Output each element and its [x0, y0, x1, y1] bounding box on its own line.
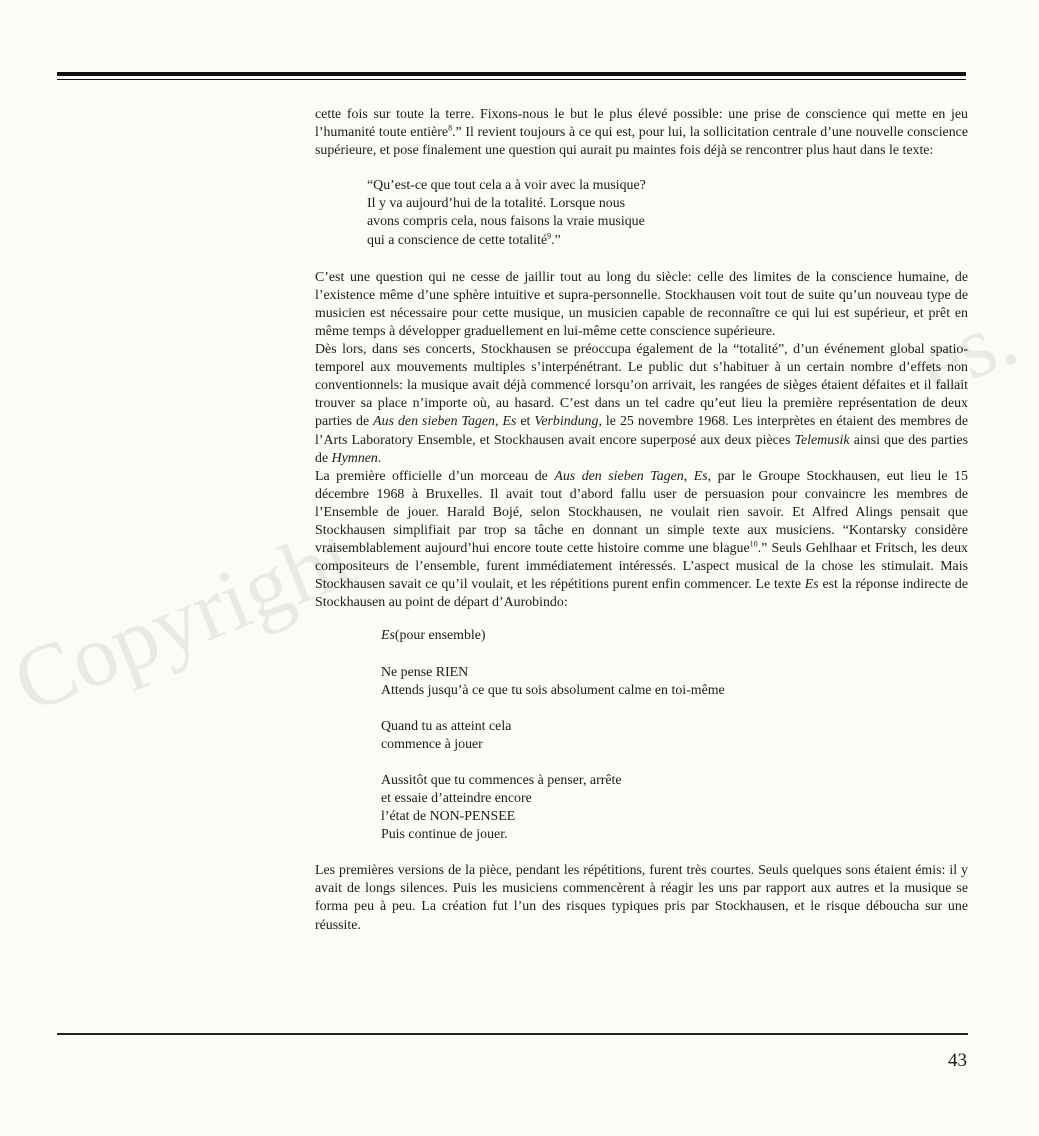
text-run: .” Il revient toujours à ce qui est, pour lui, la sollicitation centrale d’une nouvelle conscience supérieure, et pose finalement une question qui aurait pu maintes fois déjà se rencontrer plus haut dans le texte:: [315, 125, 968, 159]
text-run: qui a conscience de cette totalité: [367, 232, 548, 248]
text-run: et: [516, 414, 535, 430]
text-run: , par le Groupe Stockhausen, eut lieu le 15 décembre 1968 à Bruxelles. Il avait tout d’abord fallu user de persuasion pour convaincre les membres de l’Ensemble de jouer. Harald Bojé, selon Stockhausen, ne voulait rien savoir. Et Alfred Alings pensait que Stockhausen simplifiait par trop sa tâche en donnant un simple texte aux musiciens. “Kontarsky considère vraisemblablement aujourd’hui encore toute cette histoire comme une blague: [315, 468, 968, 557]
poem-title-rest: (pour ensemble): [394, 628, 486, 644]
text-run: Dès lors, dans ses concerts, Stockhausen se préoccupa également de la “totalité”, d’un événement global spatio-temporel aux mouvements multiples s’interpénétrant. Le public dut s’habituer à un certain nombre d’effets non conventionnels: la musique avait déjà commencé lorsqu’on arrivait, les rangées de sièges étaient défaites et il fallait trouver sa place n’importe où, au hasard. C’est dans un tel cadre qu’eut lieu la première représentation de deux parties de: [315, 342, 968, 430]
poem-line: l’état de NON-PENSEE: [381, 809, 516, 825]
poem-line: Aussitôt que tu commences à penser, arrête: [381, 772, 622, 788]
title-italic: Verbindung: [534, 414, 599, 430]
title-italic: Aus den sieben Tagen: [554, 468, 684, 484]
quote-line: Il y va aujourd’hui de la totalité. Lorsque nous: [367, 196, 626, 212]
footnote-ref-9: 9: [547, 230, 552, 240]
watermark: Copyright: [0, 508, 369, 732]
poem-line: commence à jouer: [381, 736, 483, 752]
title-italic: Hymnen: [331, 450, 378, 466]
text-run: cette fois sur toute la terre. Fixons-nous le but le plus élevé possible: une prise de conscience qui mette en jeu l’humanité toute entière: [315, 107, 968, 141]
paragraph-2: C’est une question qui ne cesse de jaillir tout au long du siècle: celle des limites de la conscience humaine, de l’existence même d’une sphère intuitive et supra-personnelle. Stockhausen voit tout de suite qu’un nouveau type de musicien est nécessaire pour cette musique, un musicien capable de reconnaître ce qui lui est supérieur, et prêt en même temps à développer graduellement en lui-même cette conscience supérieure.: [315, 269, 968, 339]
poem-line: et essaie d’atteindre encore: [381, 791, 532, 806]
watermark-tail: es.: [905, 287, 1031, 414]
title-italic: Es: [693, 468, 708, 484]
text-run: est la réponse indirecte de Stockhausen au point de départ d’Aurobindo:: [315, 577, 968, 611]
quote-line: [367, 232, 968, 250]
title-italic: Es: [804, 577, 819, 593]
top-rule-thick: [57, 72, 966, 76]
text-run: ,: [494, 414, 503, 430]
text-run: , le 25 novembre 1968. Les interprètes en étaient des membres de l’Arts Laboratory Ensemble, et Stockhausen avait encore superposé aux deux pièces: [315, 414, 968, 448]
text-run: ainsi que des parties de: [315, 432, 968, 466]
text-run: .” Seuls Gehlhaar et Fritsch, les deux compositeurs de l’ensemble, furent immédiatement intéressés. L’aspect musical de la chose les stimulait. Mais Stockhausen savait ce qu’il voulait, et les répétitions purent enfin commencer. Le texte: [315, 541, 968, 593]
quote-line: “Qu’est-ce que tout cela a à voir avec la musique?: [367, 178, 646, 194]
title-italic: Aus den sieben Tagen: [373, 414, 495, 430]
text-run: .”: [551, 232, 561, 248]
poem-line: Ne pense RIEN: [381, 664, 469, 680]
text-run: .: [377, 450, 382, 466]
paragraph-5: Les premières versions de la pièce, pendant les répétitions, furent très courtes. Seuls quelques sons étaient émis: il y avait de longs silences. Puis les musiciens commencèrent à réagir les uns par rapport aux autres et la musique se forma peu à peu. La création fut l’un des risques typiques pris par Stockhausen, et le risque déboucha sur une réussite.: [315, 863, 968, 933]
paragraph-1: [315, 106, 968, 160]
bottom-rule: [57, 1033, 968, 1035]
top-rule-thin: [57, 79, 966, 80]
poem-line: Quand tu as atteint cela: [381, 718, 512, 734]
footnote-ref-8: 8: [448, 123, 453, 133]
title-italic: Es: [502, 414, 517, 430]
paragraph-3: [315, 341, 968, 468]
quote-block: [315, 177, 968, 249]
poem-block: [315, 627, 968, 844]
poem-line: Attends jusqu’à ce que tu sois absolument calme en toi-même: [381, 682, 725, 698]
text-run: ,: [683, 468, 694, 484]
quote-line: avons compris cela, nous faisons la vraie musique: [367, 214, 645, 230]
title-italic: Telemusik: [794, 432, 850, 448]
poem-title-italic: Es: [381, 628, 395, 644]
paragraph-4: [315, 468, 968, 613]
poem-title: [381, 627, 968, 645]
body-text: [315, 106, 968, 935]
footnote-ref-10: 10: [749, 539, 758, 549]
page-number: 43: [948, 1050, 967, 1071]
text-run: La première officielle d’un morceau de: [315, 468, 555, 484]
poem-line: Puis continue de jouer.: [381, 827, 508, 843]
